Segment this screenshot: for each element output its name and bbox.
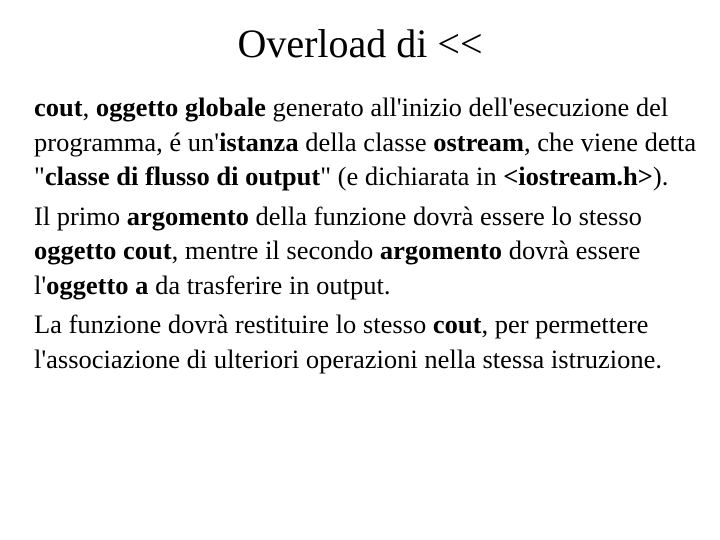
paragraph-return-value [34,307,698,376]
bold-text-segment: argomento [126,200,249,231]
bold-text-segment: <iostream.h> [503,161,653,191]
bold-text-segment: cout [34,92,83,122]
text-segment: dovrà essere l' [34,235,641,300]
bold-text-segment: oggetto a [46,269,149,300]
bold-text-segment: classe di flusso di output [44,161,321,191]
text-segment: " (e dichiarata in [320,161,504,191]
text-segment: , per permettere l'associazione di ulteriori operazioni nella stessa istruzione. [34,309,663,374]
slide-body [34,90,698,381]
bold-text-segment: istanza [219,126,299,157]
text-segment: La funzione dovrà restituire lo stesso [34,309,433,339]
paragraph-function-arguments [34,199,698,303]
slide-title: Overload di << [237,21,483,66]
text-segment: generato all'inizio dell'esecuzione del programma, é un' [34,92,669,157]
bold-text-segment: argomento [379,235,503,265]
paragraph-cout-description [34,90,698,194]
bold-text-segment: oggetto globale [95,92,266,122]
text-segment: della classe [298,126,434,157]
text-segment: da trasferire in output. [148,269,391,300]
text-segment: , che viene detta " [34,126,697,191]
text-segment: della funzione dovrà essere lo stesso [248,200,642,231]
bold-text-segment: ostream [433,126,524,157]
text-segment: , mentre il secondo [171,235,380,265]
text-segment: Il primo [34,200,127,231]
bold-text-segment: oggetto cout [34,235,172,265]
text-segment: ). [652,161,669,191]
text-segment: , [82,92,96,122]
bold-text-segment: cout [432,309,482,339]
